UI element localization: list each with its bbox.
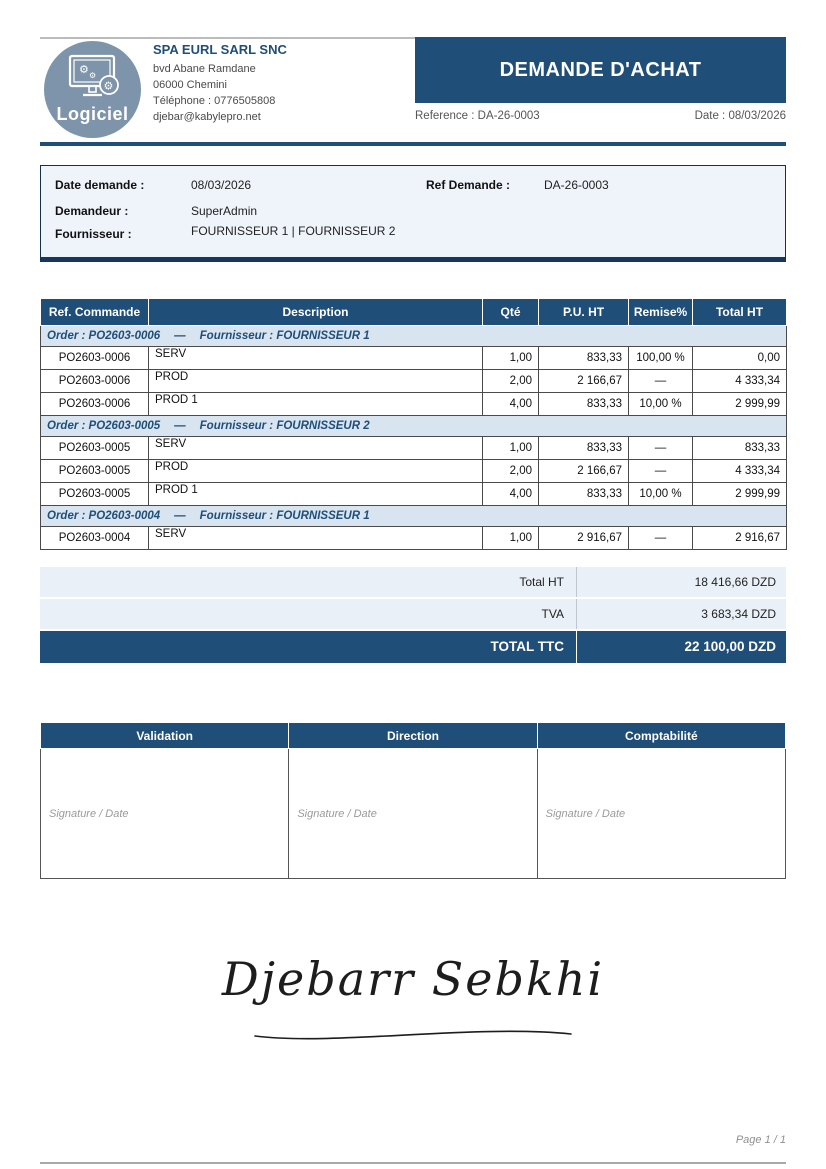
- tva-label: TVA: [40, 599, 577, 629]
- total-ht-row: [40, 567, 786, 597]
- software-monitor-icon: [64, 54, 122, 98]
- group-order: Order : PO2603-0006: [47, 330, 161, 342]
- table-row: [41, 483, 787, 506]
- company-name: SPA EURL SARL SNC: [153, 42, 287, 57]
- col-header-remise: Remise%: [629, 299, 693, 326]
- document-title: DEMANDE D'ACHAT: [499, 58, 702, 81]
- cell-pu: 2 916,67: [539, 527, 629, 550]
- cell-total: 4 333,34: [693, 460, 787, 483]
- signatures-body-row: [41, 749, 786, 879]
- signature-flourish: [253, 1022, 573, 1046]
- cell-remise: 10,00 %: [629, 483, 693, 506]
- validation-signature-cell: Signature / Date: [41, 749, 289, 879]
- cell-pu: 833,33: [539, 393, 629, 416]
- col-header-pu: P.U. HT: [539, 299, 629, 326]
- date-demande-value: 08/03/2026: [191, 178, 252, 192]
- cell-desc: PROD 1: [149, 483, 483, 506]
- cell-desc: SERV: [149, 527, 483, 550]
- cell-desc: PROD 1: [149, 393, 483, 416]
- header-navy-rule: [40, 142, 786, 146]
- demandeur-value: SuperAdmin: [191, 204, 258, 218]
- table-row: [41, 460, 787, 483]
- total-ht-value: 18 416,66 DZD: [694, 575, 776, 589]
- cell-total: 4 333,34: [693, 370, 787, 393]
- footer-rule: [40, 1162, 786, 1164]
- signatures-table: [40, 722, 786, 879]
- total-ttc-value: 22 100,00 DZD: [684, 639, 776, 654]
- cell-ref: PO2603-0006: [41, 370, 149, 393]
- col-header-desc: Description: [149, 299, 483, 326]
- fournisseur-label: Fournisseur :: [55, 227, 132, 241]
- cell-ref: PO2603-0006: [41, 393, 149, 416]
- col-header-qty: Qté: [483, 299, 539, 326]
- cell-pu: 833,33: [539, 437, 629, 460]
- total-ttc-label: TOTAL TTC: [40, 631, 577, 663]
- document-reference: Reference : DA-26-0003: [415, 110, 540, 122]
- items-header-row: [41, 299, 787, 326]
- direction-signature-cell: Signature / Date: [289, 749, 537, 879]
- reference-date-row: [415, 110, 786, 122]
- company-logo: [44, 41, 141, 138]
- company-address-line1: bvd Abane Ramdane: [153, 63, 256, 75]
- page-number: Page 1 / 1: [735, 1134, 786, 1146]
- document-title-banner: [415, 37, 786, 103]
- group-dash: —: [174, 420, 186, 432]
- order-group-row: [41, 326, 787, 347]
- cell-remise: —: [629, 370, 693, 393]
- group-order: Order : PO2603-0005: [47, 420, 161, 432]
- table-row: [41, 393, 787, 416]
- handwritten-signature: Djebarr Sebkhi: [221, 952, 605, 1006]
- cell-remise: —: [629, 460, 693, 483]
- company-email: djebar@kabylepro.net: [153, 111, 261, 123]
- comptabilite-header: Comptabilité: [537, 723, 785, 749]
- total-ttc-row: [40, 631, 786, 663]
- order-group-row: [41, 416, 787, 437]
- cell-ref: PO2603-0005: [41, 437, 149, 460]
- cell-total: 2 999,99: [693, 393, 787, 416]
- ref-demande-label: Ref Demande :: [426, 178, 511, 192]
- cell-qty: 1,00: [483, 527, 539, 550]
- cell-pu: 2 166,67: [539, 370, 629, 393]
- request-info-box: [40, 165, 786, 262]
- cell-qty: 4,00: [483, 393, 539, 416]
- table-row: [41, 437, 787, 460]
- signatures-header-row: [41, 723, 786, 749]
- gear-glyph-large: ⚙: [78, 64, 89, 76]
- cell-remise: 10,00 %: [629, 393, 693, 416]
- company-address-line2: 06000 Chemini: [153, 79, 227, 91]
- cell-remise: —: [629, 437, 693, 460]
- group-fournisseur: Fournisseur : FOURNISSEUR 1: [199, 510, 370, 522]
- totals-section: [40, 567, 786, 663]
- company-info: [153, 42, 403, 125]
- total-ht-label: Total HT: [40, 567, 577, 597]
- validation-header: Validation: [41, 723, 289, 749]
- order-group-row: [41, 506, 787, 527]
- cell-total: 0,00: [693, 347, 787, 370]
- cell-remise: 100,00 %: [629, 347, 693, 370]
- tva-value: 3 683,34 DZD: [701, 607, 776, 621]
- cell-total: 2 916,67: [693, 527, 787, 550]
- group-fournisseur: Fournisseur : FOURNISSEUR 1: [199, 330, 370, 342]
- direction-header: Direction: [289, 723, 537, 749]
- document-date: Date : 08/03/2026: [694, 110, 786, 122]
- table-row: [41, 370, 787, 393]
- items-table: [40, 298, 787, 550]
- cell-desc: PROD: [149, 460, 483, 483]
- cell-desc: PROD: [149, 370, 483, 393]
- fournisseur-value: FOURNISSEUR 1 | FOURNISSEUR 2: [191, 224, 396, 238]
- cell-ref: PO2603-0005: [41, 460, 149, 483]
- cell-qty: 1,00: [483, 437, 539, 460]
- gear-glyph-small: ⚙: [88, 71, 96, 80]
- group-fournisseur: Fournisseur : FOURNISSEUR 2: [199, 420, 370, 432]
- cell-qty: 1,00: [483, 347, 539, 370]
- logo-label: Logiciel: [56, 104, 129, 124]
- cell-desc: SERV: [149, 347, 483, 370]
- date-demande-label: Date demande :: [55, 178, 145, 192]
- cell-pu: 2 166,67: [539, 460, 629, 483]
- col-header-total: Total HT: [693, 299, 787, 326]
- tva-row: [40, 599, 786, 629]
- cell-ref: PO2603-0005: [41, 483, 149, 506]
- group-order: Order : PO2603-0004: [47, 510, 161, 522]
- cell-remise: —: [629, 527, 693, 550]
- group-dash: —: [174, 510, 186, 522]
- group-dash: —: [174, 330, 186, 342]
- cell-ref: PO2603-0006: [41, 347, 149, 370]
- table-row: [41, 347, 787, 370]
- cell-ref: PO2603-0004: [41, 527, 149, 550]
- cell-total: 833,33: [693, 437, 787, 460]
- gear-badge-glyph: ⚙: [103, 80, 113, 93]
- cell-desc: SERV: [149, 437, 483, 460]
- cell-total: 2 999,99: [693, 483, 787, 506]
- demandeur-label: Demandeur :: [55, 204, 129, 218]
- col-header-ref: Ref. Commande: [41, 299, 149, 326]
- ref-demande-value: DA-26-0003: [544, 178, 609, 192]
- company-phone: Téléphone : 0776505808: [153, 95, 276, 107]
- cell-qty: 2,00: [483, 460, 539, 483]
- cell-qty: 2,00: [483, 370, 539, 393]
- cell-pu: 833,33: [539, 347, 629, 370]
- cell-qty: 4,00: [483, 483, 539, 506]
- cell-pu: 833,33: [539, 483, 629, 506]
- table-row: [41, 527, 787, 550]
- comptabilite-signature-cell: Signature / Date: [537, 749, 785, 879]
